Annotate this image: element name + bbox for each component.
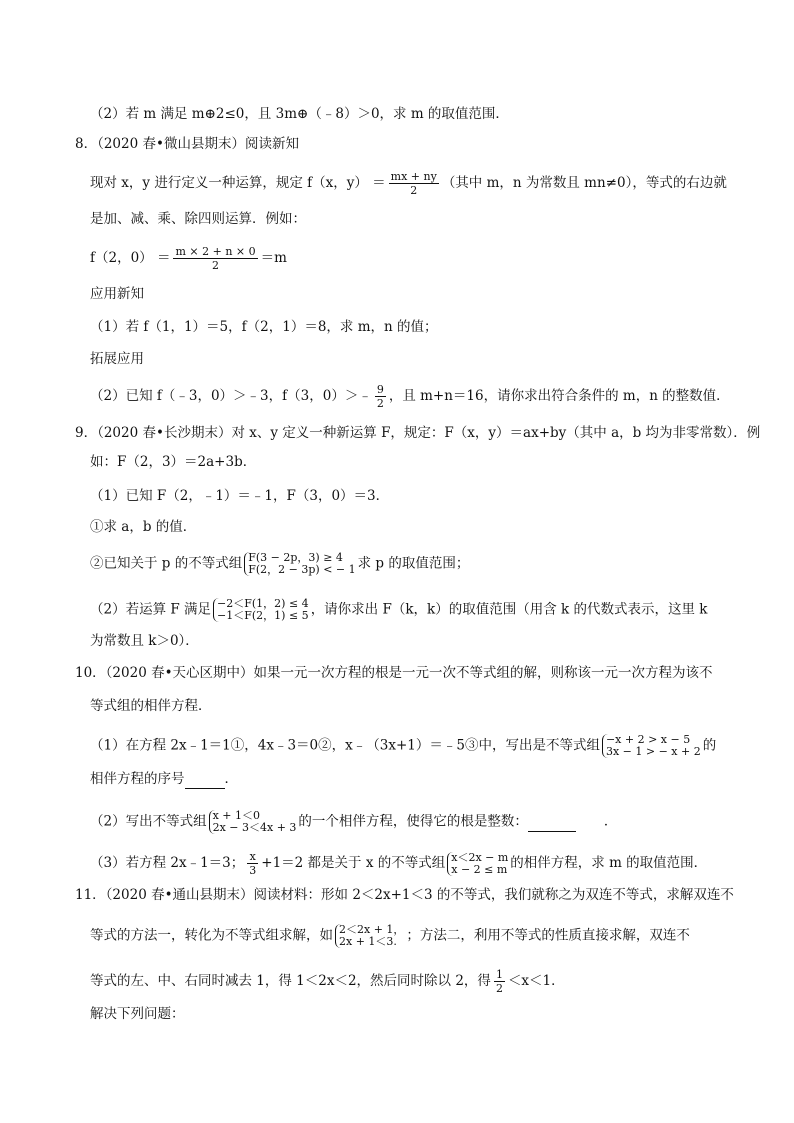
- q9-part2-text-b: ，请你求出 F（k，k）的取值范围（用含 k 的代数式表示，这里 k: [310, 601, 708, 618]
- q9-sub2-ineq2: F(2，2 − 3p) < − 1: [248, 563, 356, 576]
- q8-example-text-a: f（2，0） ＝: [90, 250, 171, 266]
- q10-part2: [90, 810, 617, 834]
- q10-part2-text-c: ．: [603, 813, 618, 830]
- q10-part3-system: [447, 852, 508, 876]
- q11-example-ineq2: 2x + 1＜3.: [339, 935, 397, 948]
- q10-part3-ineq1: x＜2x − m: [451, 850, 509, 864]
- q10-line2: 等式组的相伴方程．: [90, 698, 212, 714]
- q9-part2-ineq2: −1＜F(2，1) ≤ 5: [217, 609, 309, 622]
- q10-part1-text-d: ．: [224, 771, 238, 787]
- q11-line3: [90, 968, 565, 995]
- q8-def-fraction: [389, 170, 439, 197]
- q9-sub2-text-a: ②已知关于 p 的不等式组: [90, 555, 243, 572]
- q9-part1: （1）已知 F（2，﹣1）＝﹣1，F（3，0）＝3．: [90, 488, 390, 504]
- q8-part2-denominator: 2: [376, 397, 384, 410]
- q9-part2-system: [213, 598, 309, 622]
- q10-part3: [90, 850, 707, 877]
- q10-part3-fraction: [247, 850, 258, 877]
- q8-def-numerator: mx + ny: [390, 170, 437, 183]
- q11-line3-fraction: [494, 968, 505, 995]
- q8-example-numerator: m × 2 + n × 0: [175, 245, 256, 258]
- q11-solve-heading: 解决下列问题：: [90, 1006, 185, 1022]
- q11-header: 11．（2020 春•通山县期末）阅读材料：形如 2＜2x+1＜3 的不等式，我们就称之为双连不等式，求解双连不: [75, 887, 734, 903]
- q8-example-text-b: ＝m: [260, 250, 287, 266]
- q10-part2-text-a: （2）写出不等式组: [90, 813, 207, 830]
- q11-line2-text-b: ；方法二，利用不等式的性质直接求解，双连不: [406, 927, 690, 944]
- q10-part2-ineq1: x + 1＜0: [212, 809, 261, 822]
- q10-part3-text-b: +1＝2 都是关于 x 的不等式组: [261, 855, 446, 871]
- q8-line1: [90, 170, 727, 197]
- q10-part1-text-b: 的: [702, 737, 717, 754]
- q10-part2-ineq2: 2x − 3＜4x + 3: [212, 821, 297, 834]
- q11-example-ineq1: 2＜2x + 1，: [339, 923, 405, 936]
- q10-part1-text-c: 相伴方程的序号: [90, 771, 185, 787]
- q8-header: 8．（2020 春•微山县期末）阅读新知: [75, 136, 299, 152]
- q9-header: 9．（2020 春•长沙期末）对 x、y 定义一种新运算 F，规定：F（x，y）＝ax+by（其中 a，b 均为非零常数）．例: [75, 425, 761, 441]
- q8-part2: [90, 383, 730, 410]
- q8-example-fraction: [173, 245, 257, 272]
- q10-header: 10．（2020 春•天心区期中）如果一元一次方程的根是一元一次不等式组的解，则称该一元一次方程为该不: [75, 665, 713, 681]
- q10-part3-ineq2: x − 2 ≤ m: [451, 862, 508, 876]
- q8-example-denominator: 2: [212, 259, 220, 272]
- q10-part1-cont: [90, 770, 238, 789]
- q9-sub1: ①求 a，b 的值．: [90, 519, 197, 535]
- q9-part2-text-a: （2）若运算 F 满足: [90, 601, 212, 618]
- q11-line3-denominator: 2: [495, 982, 503, 995]
- q9-part2-cont: 为常数且 k＞0）．: [90, 633, 199, 649]
- q8-part2-text-a: （2）已知 f（﹣3，0）＞﹣3，f（3，0）＞﹣: [90, 388, 372, 404]
- q10-answer-blank-1[interactable]: [185, 770, 225, 789]
- q11-line3-text-b: ＜x＜1．: [507, 973, 565, 989]
- q10-answer-blank-2[interactable]: [528, 813, 576, 832]
- q10-part3-numerator: x: [247, 850, 258, 864]
- q10-part1-ineq2: 3x − 1 > − x + 2: [605, 745, 701, 758]
- q10-part2-text-b: 的一个相伴方程，使得它的根是整数：: [298, 813, 528, 830]
- q8-apply-heading: 应用新知: [90, 286, 144, 302]
- q7-part2: （2）若 m 满足 m⊕2≤0，且 3m⊕（﹣8）＞0，求 m 的取值范围．: [90, 106, 509, 122]
- q10-part3-denominator: 3: [249, 864, 257, 877]
- q10-part1: [90, 734, 716, 758]
- q8-line1-text-b: （其中 m，n 为常数且 mn≠0），等式的右边就: [441, 175, 727, 191]
- q11-line3-numerator: 1: [495, 968, 503, 981]
- q11-line3-text-a: 等式的左、中、右同时减去 1，得 1＜2x＜2，然后同时除以 2，得: [90, 973, 491, 989]
- q11-line2: [90, 924, 690, 948]
- q9-part2-ineq1: −2＜F(1，2) ≤ 4: [217, 597, 309, 610]
- q10-part1-text-a: （1）在方程 2x﹣1＝1①，4x﹣3＝0②，x﹣（3x+1）＝﹣5③中，写出是不等式组: [90, 737, 600, 754]
- q11-example-system: [335, 924, 404, 948]
- q8-line1-text-a: 现对 x，y 进行定义一种运算，规定 f（x，y） ＝: [90, 175, 386, 191]
- q10-part2-system: [209, 810, 297, 834]
- q9-line2: 如：F（2，3）＝2a+3b．: [90, 454, 257, 470]
- q10-part3-text-a: （3）若方程 2x﹣1＝3；: [90, 855, 245, 871]
- q10-part3-text-c: 的相伴方程，求 m 的取值范围．: [510, 855, 708, 871]
- q8-example: [90, 245, 287, 272]
- q9-sub2: [90, 552, 469, 576]
- q10-part1-ineq1: −x + 2 > x − 5: [605, 733, 691, 746]
- q8-extend-heading: 拓展应用: [90, 351, 144, 367]
- q9-sub2-text-b: 求 p 的取值范围；: [357, 555, 470, 572]
- q8-def-denominator: 2: [410, 184, 418, 197]
- q8-part2-numerator: 9: [376, 383, 384, 396]
- q9-sub2-ineq1: F(3 − 2p，3) ≥ 4: [248, 551, 343, 564]
- q11-line2-text-a: 等式的方法一，转化为不等式组求解，如: [90, 927, 333, 944]
- q9-part2: [90, 598, 707, 622]
- q8-part2-fraction: [375, 383, 386, 410]
- q8-part1: （1）若 f（1，1）＝5，f（2，1）＝8，求 m，n 的值；: [90, 319, 438, 335]
- q10-part1-system: [602, 734, 701, 758]
- q9-sub2-system: [244, 552, 355, 576]
- q8-line2: 是加、减、乘、除四则运算．例如：: [90, 211, 306, 227]
- q8-part2-text-b: ，且 m+n＝16，请你求出符合条件的 m，n 的整数值．: [388, 388, 730, 404]
